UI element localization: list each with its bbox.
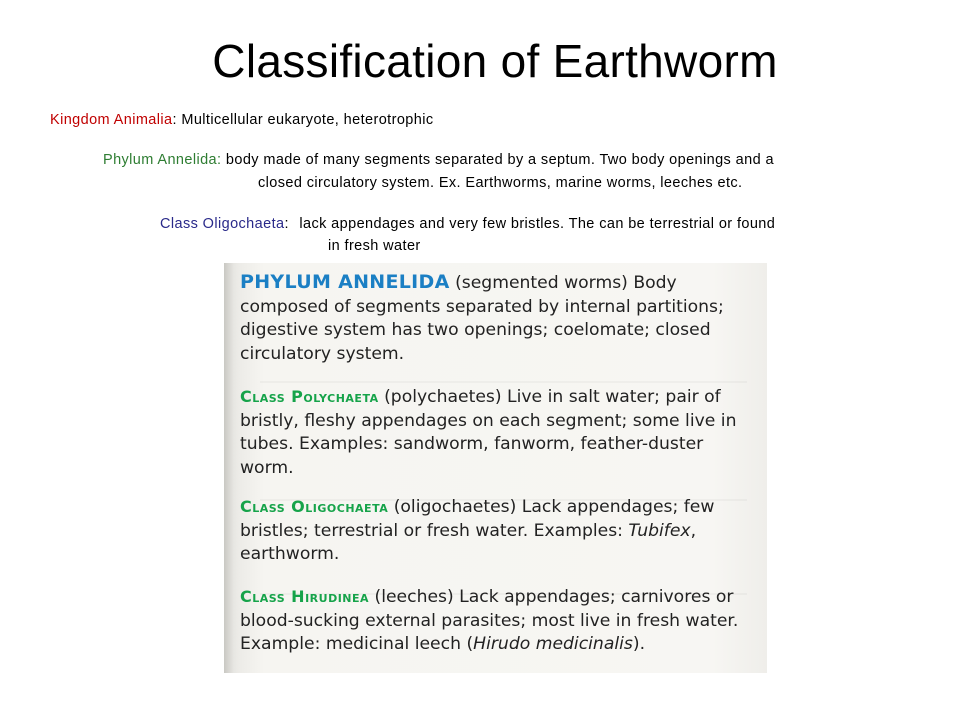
kingdom-separator: :	[172, 112, 177, 128]
class-separator: :	[284, 216, 289, 232]
phylum-description-2: closed circulatory system. Ex. Earthworms, marine worms, leeches etc.	[258, 175, 743, 191]
scan-hirudinea-heading: Class Hirudinea	[240, 587, 370, 606]
scan-phylum-text: (segmented worms) Body composed of segments separated by internal partitions; digestive system has two openings; coelomate; closed circulatory system.	[240, 273, 724, 364]
kingdom-description: Multicellular eukaryote, heterotrophic	[181, 112, 434, 128]
scan-show-through	[260, 381, 747, 383]
scan-hirudinea-italic: Hirudo medicinalis	[473, 634, 633, 655]
scan-phylum-heading: PHYLUM ANNELIDA	[240, 271, 450, 293]
scan-entry-hirudinea	[240, 585, 760, 657]
scan-entry-polychaeta	[240, 385, 760, 480]
phylum-description-1: body made of many segments separated by a septum. Two body openings and a	[225, 152, 774, 168]
phylum-term: Phylum Annelida:	[103, 152, 222, 168]
page-title: Classification of Earthworm	[212, 35, 778, 87]
kingdom-term: Kingdom Animalia	[50, 112, 173, 128]
class-line-1	[160, 216, 775, 232]
scan-polychaeta-text: (polychaetes) Live in salt water; pair of bristly, fleshy appendages on each segment; some live in tubes. Examples: sandworm, fanworm, feather-duster worm.	[240, 387, 737, 478]
scan-oligochaeta-heading: Class Oligochaeta	[240, 497, 389, 516]
scan-oligochaeta-italic: Tubifex	[628, 520, 691, 541]
scan-entry-phylum	[240, 271, 760, 366]
scan-hirudinea-text-a: (leeches) Lack appendages; carnivores or blood-sucking external parasites; most live in fresh water. Example: medicinal leech (	[240, 587, 739, 655]
scan-polychaeta-heading: Class Polychaeta	[240, 387, 379, 406]
kingdom-line	[50, 112, 434, 128]
phylum-line-1	[103, 152, 774, 168]
scan-hirudinea-text-b: ).	[632, 634, 646, 655]
class-description-1: lack appendages and very few bristles. The can be terrestrial or found	[299, 216, 776, 232]
textbook-scan-image	[224, 263, 767, 673]
class-description-2: in fresh water	[328, 238, 421, 254]
scan-oligochaeta-text-a: (oligochaetes) Lack appendages; few bristles; terrestrial or fresh water. Examples:	[240, 497, 715, 541]
scan-oligochaeta-text-b: , earthworm.	[240, 520, 697, 565]
scan-entry-oligochaeta	[240, 495, 760, 567]
scan-page-edge	[224, 263, 234, 673]
class-term: Class Oligochaeta	[160, 216, 285, 232]
